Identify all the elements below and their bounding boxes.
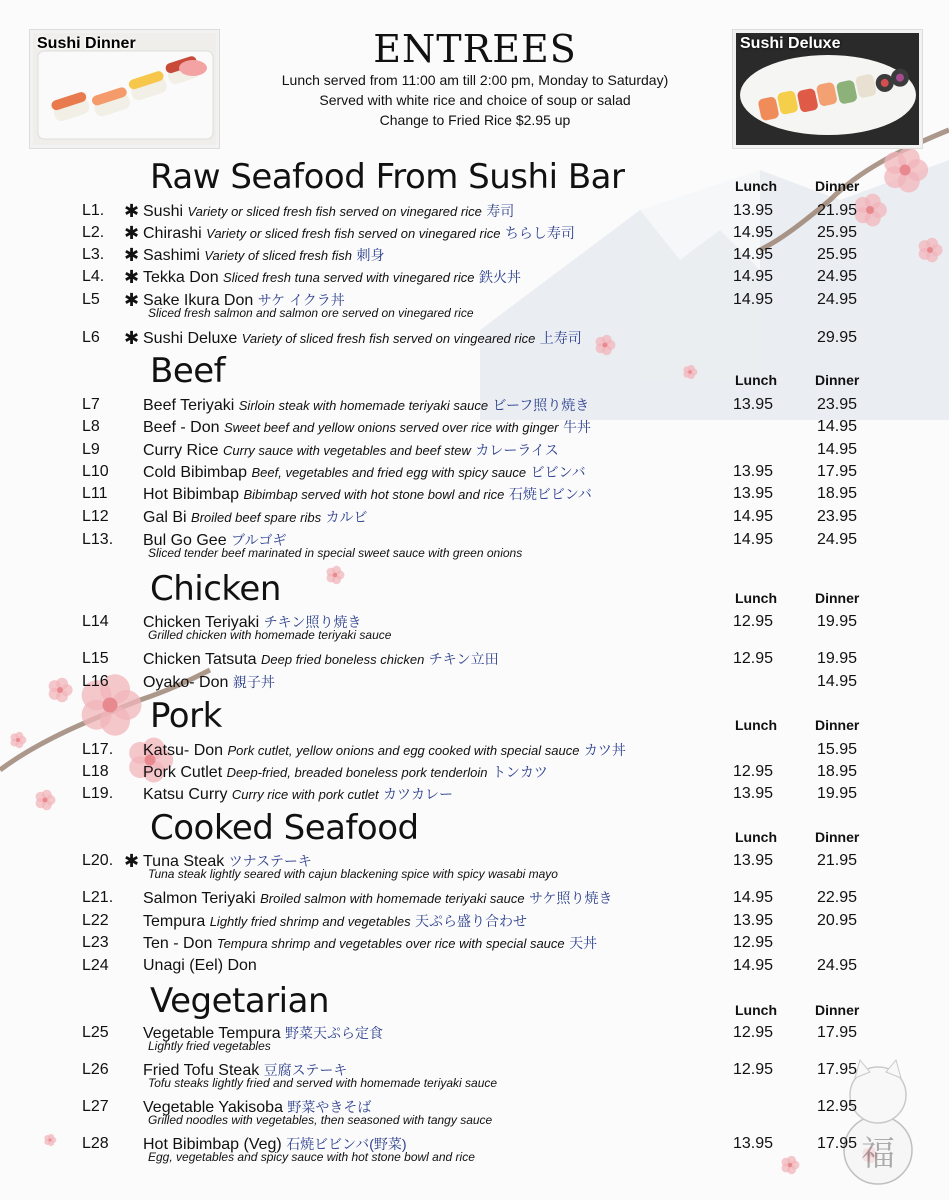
item-japanese-name: サケ照り焼き xyxy=(529,890,613,906)
item-code: L26 xyxy=(82,1061,109,1078)
item-code: L17. xyxy=(82,741,114,758)
menu-item xyxy=(0,932,949,954)
lunch-price: 13.95 xyxy=(733,912,774,929)
menu-item xyxy=(0,394,949,416)
item-name: Chicken Teriyaki xyxy=(143,614,260,631)
item-japanese-name: 鉄火丼 xyxy=(478,269,521,285)
svg-text:福: 福 xyxy=(861,1134,895,1174)
item-name: Chicken Tatsuta xyxy=(143,651,257,668)
item-code: L16 xyxy=(82,673,109,690)
item-name: Pork Cutlet xyxy=(143,764,223,781)
item-line xyxy=(143,671,275,694)
item-code: L27 xyxy=(82,1098,109,1115)
item-code: L7 xyxy=(82,396,100,413)
item-line xyxy=(143,244,384,267)
item-code: L28 xyxy=(82,1135,109,1152)
item-line xyxy=(143,648,499,671)
item-name: Beef - Don xyxy=(143,419,220,436)
lunch-price: 14.95 xyxy=(733,889,774,906)
raw-star-icon: ✱ xyxy=(124,328,140,348)
item-line xyxy=(143,483,592,506)
item-description: Variety of sliced fresh fish xyxy=(204,248,352,263)
item-line xyxy=(143,461,586,484)
item-code: L10 xyxy=(82,463,109,480)
item-description: Pork cutlet, yellow onions and egg cooked with special sauce xyxy=(227,743,580,758)
item-code: L15 xyxy=(82,650,109,667)
dinner-price: 18.95 xyxy=(817,763,858,780)
item-subdescription: Sliced fresh salmon and salmon ore served on vinegared rice xyxy=(148,306,474,320)
dinner-price: 21.95 xyxy=(817,202,858,219)
item-line xyxy=(143,955,257,977)
header-line: Lunch served from 11:00 am till 2:00 pm, Monday to Saturday) xyxy=(281,72,669,88)
dinner-price: 19.95 xyxy=(817,785,858,802)
dinner-price: 14.95 xyxy=(817,673,858,690)
dinner-price: 29.95 xyxy=(817,329,858,346)
item-code: L5 xyxy=(82,291,100,308)
item-japanese-name: ビーフ照り焼き xyxy=(492,397,590,413)
raw-star-icon: ✱ xyxy=(124,245,140,265)
dinner-column-header: Dinner xyxy=(815,372,860,388)
item-subdescription: Grilled chicken with homemade teriyaki sauce xyxy=(148,628,392,642)
menu-item xyxy=(0,648,949,670)
dinner-price: 25.95 xyxy=(817,224,858,241)
dinner-price: 20.95 xyxy=(817,912,858,929)
item-code: L12 xyxy=(82,508,109,525)
item-subdescription: Sliced tender beef marinated in special sweet sauce with green onions xyxy=(148,546,523,560)
item-description: Deep fried boneless chicken xyxy=(261,652,425,667)
item-description: Curry sauce with vegetables and beef stew xyxy=(223,443,471,458)
item-name: Vegetable Yakisoba xyxy=(143,1099,283,1116)
item-code: L4. xyxy=(82,268,105,285)
dinner-price: 24.95 xyxy=(817,291,858,308)
item-description: Variety or sliced fresh fish served on vinegared rice xyxy=(187,204,482,219)
menu-item xyxy=(0,506,949,528)
item-name: Katsu- Don xyxy=(143,742,224,759)
item-name: Fried Tofu Steak xyxy=(143,1062,260,1079)
item-name: Tempura xyxy=(143,913,206,930)
item-name: Hot Bibimbap (Veg) xyxy=(143,1136,282,1153)
item-japanese-name: 野菜天ぷら定食 xyxy=(285,1025,384,1041)
item-name: Cold Bibimbap xyxy=(143,464,248,481)
dinner-price: 12.95 xyxy=(817,1098,858,1115)
menu-item xyxy=(0,289,949,320)
item-japanese-name: 寿司 xyxy=(486,203,515,219)
item-japanese-name: ツナステーキ xyxy=(228,853,312,869)
lunch-column-header: Lunch xyxy=(735,590,777,606)
item-description: Variety or sliced fresh fish served on vinegared rice xyxy=(206,226,501,241)
item-code: L3. xyxy=(82,246,105,263)
item-japanese-name: 石焼ビビンバ(野菜) xyxy=(286,1136,407,1152)
item-subdescription: Tofu steaks lightly fried and served with homemade teriyaki sauce xyxy=(148,1076,498,1090)
item-japanese-name: 天丼 xyxy=(569,935,598,951)
item-name: Chirashi xyxy=(143,225,202,242)
raw-star-icon: ✱ xyxy=(124,851,140,871)
menu-item xyxy=(0,461,949,483)
item-subdescription: Egg, vegetables and spicy sauce with hot stone bowl and rice xyxy=(148,1150,475,1164)
lunch-price: 14.95 xyxy=(733,224,774,241)
item-description: Sweet beef and yellow onions served over rice with ginger xyxy=(223,420,559,435)
item-line xyxy=(143,222,575,245)
menu-item xyxy=(0,483,949,505)
item-code: L14 xyxy=(82,613,109,630)
item-code: L6 xyxy=(82,329,100,346)
item-japanese-name: 野菜やきそば xyxy=(287,1099,372,1115)
menu-item xyxy=(0,439,949,461)
menu-item xyxy=(0,671,949,693)
item-name: Sushi Deluxe xyxy=(143,330,238,347)
item-name: Gal Bi xyxy=(143,509,187,526)
menu-item xyxy=(0,910,949,932)
item-name: Vegetable Tempura xyxy=(143,1025,281,1042)
dinner-price: 24.95 xyxy=(817,268,858,285)
section-title: Vegetarian xyxy=(150,981,330,1021)
dinner-column-header: Dinner xyxy=(815,1002,860,1018)
item-japanese-name: カルビ xyxy=(325,509,368,525)
menu-item xyxy=(0,200,949,222)
dinner-price: 25.95 xyxy=(817,246,858,263)
item-subdescription: Lightly fried vegetables xyxy=(148,1039,271,1053)
menu-item xyxy=(0,1096,949,1127)
lunch-price: 14.95 xyxy=(733,508,774,525)
item-japanese-name: ビビンバ xyxy=(530,464,586,480)
lunch-price: 12.95 xyxy=(733,613,774,630)
lunch-column-header: Lunch xyxy=(735,178,777,194)
raw-star-icon: ✱ xyxy=(124,201,140,221)
item-japanese-name: チキン照り焼き xyxy=(263,614,362,630)
dinner-price: 17.95 xyxy=(817,1061,858,1078)
item-line xyxy=(143,439,559,462)
item-name: Curry Rice xyxy=(143,442,219,459)
dinner-price: 17.95 xyxy=(817,1024,858,1041)
lunch-price: 14.95 xyxy=(733,957,774,974)
item-line xyxy=(143,266,521,289)
item-line xyxy=(143,416,591,439)
item-name: Ten - Don xyxy=(143,935,213,952)
dinner-price: 14.95 xyxy=(817,441,858,458)
item-description: Sirloin steak with homemade teriyaki sauce xyxy=(238,398,489,413)
item-line xyxy=(143,200,514,223)
dinner-price: 19.95 xyxy=(817,613,858,630)
item-name: Sushi xyxy=(143,203,184,220)
menu-item xyxy=(0,327,949,349)
sushi-dinner-photo xyxy=(30,30,219,148)
lunch-price: 13.95 xyxy=(733,396,774,413)
dinner-price: 23.95 xyxy=(817,508,858,525)
menu-item xyxy=(0,529,949,560)
item-description: Sliced fresh tuna served with vinegared rice xyxy=(223,270,475,285)
menu-item xyxy=(0,266,949,288)
lunch-column-header: Lunch xyxy=(735,372,777,388)
dinner-price: 17.95 xyxy=(817,1135,858,1152)
dinner-price: 24.95 xyxy=(817,957,858,974)
section-title: Cooked Seafood xyxy=(150,808,419,848)
lunch-price: 12.95 xyxy=(733,763,774,780)
item-name: Katsu Curry xyxy=(143,786,228,803)
menu-item xyxy=(0,887,949,909)
item-code: L13. xyxy=(82,531,114,548)
lunch-price: 12.95 xyxy=(733,650,774,667)
dinner-price: 24.95 xyxy=(817,531,858,548)
item-japanese-name: チキン立田 xyxy=(428,651,499,667)
section-title: Beef xyxy=(150,351,226,391)
menu-item xyxy=(0,1022,949,1053)
item-japanese-name: ブルゴギ xyxy=(231,532,287,548)
lunch-price: 13.95 xyxy=(733,202,774,219)
dinner-column-header: Dinner xyxy=(815,590,860,606)
raw-star-icon: ✱ xyxy=(124,223,140,243)
item-code: L11 xyxy=(82,485,108,502)
item-description: Broiled salmon with homemade teriyaki sauce xyxy=(260,891,525,906)
section-title: Chicken xyxy=(150,569,281,609)
item-code: L9 xyxy=(82,441,100,458)
dinner-column-header: Dinner xyxy=(815,829,860,845)
item-code: L21. xyxy=(82,889,114,906)
item-japanese-name: ちらし寿司 xyxy=(504,225,575,241)
photo-caption: Sushi Deluxe xyxy=(740,35,841,52)
menu-item xyxy=(0,611,949,642)
raw-star-icon: ✱ xyxy=(124,290,140,310)
item-description: Bibimbap served with hot stone bowl and rice xyxy=(243,487,505,502)
lunch-price: 13.95 xyxy=(733,1135,774,1152)
page-title: ENTREES xyxy=(373,27,577,71)
raw-star-icon: ✱ xyxy=(124,267,140,287)
dinner-price: 18.95 xyxy=(817,485,858,502)
lunch-column-header: Lunch xyxy=(735,717,777,733)
item-code: L24 xyxy=(82,957,109,974)
dinner-price: 22.95 xyxy=(817,889,858,906)
item-name: Salmon Teriyaki xyxy=(143,890,256,907)
item-description: Tempura shrimp and vegetables over rice with special sauce xyxy=(216,936,565,951)
item-line xyxy=(143,327,582,350)
item-name: Tekka Don xyxy=(143,269,219,286)
lunch-price: 13.95 xyxy=(733,485,774,502)
item-line xyxy=(143,910,527,933)
item-subdescription: Grilled noodles with vegetables, then seasoned with tangy sauce xyxy=(148,1113,493,1127)
item-name: Sake Ikura Don xyxy=(143,292,254,309)
menu-item xyxy=(0,416,949,438)
item-line xyxy=(143,394,589,417)
item-name: Beef Teriyaki xyxy=(143,397,235,414)
lunch-price: 13.95 xyxy=(733,463,774,480)
item-japanese-name: トンカツ xyxy=(491,764,548,780)
menu-item xyxy=(0,222,949,244)
item-line xyxy=(143,739,626,762)
item-line xyxy=(143,887,612,910)
item-code: L2. xyxy=(82,224,105,241)
item-description: Variety of sliced fresh fish served on vingeared rice xyxy=(241,331,536,346)
item-name: Unagi (Eel) Don xyxy=(143,957,257,974)
menu-item xyxy=(0,1059,949,1090)
lunch-price: 12.95 xyxy=(733,934,774,951)
menu-item xyxy=(0,761,949,783)
item-japanese-name: 刺身 xyxy=(356,247,385,263)
item-description: Curry rice with pork cutlet xyxy=(231,787,379,802)
dinner-price: 17.95 xyxy=(817,463,858,480)
menu-item xyxy=(0,850,949,881)
menu-item xyxy=(0,1133,949,1164)
item-name: Tuna Steak xyxy=(143,853,225,870)
dinner-price: 21.95 xyxy=(817,852,858,869)
lunch-price: 12.95 xyxy=(733,1061,774,1078)
lunch-price: 13.95 xyxy=(733,852,774,869)
item-code: L8 xyxy=(82,418,100,435)
item-line xyxy=(143,506,368,529)
item-japanese-name: 上寿司 xyxy=(539,330,582,346)
item-code: L20. xyxy=(82,852,114,869)
item-name: Bul Go Gee xyxy=(143,532,227,549)
item-japanese-name: カツ丼 xyxy=(583,742,626,758)
item-description: Lightly fried shrimp and vegetables xyxy=(209,914,411,929)
item-code: L19. xyxy=(82,785,114,802)
item-japanese-name: 牛丼 xyxy=(562,419,591,435)
dinner-price: 14.95 xyxy=(817,418,858,435)
menu-item xyxy=(0,955,949,977)
lunch-price: 14.95 xyxy=(733,268,774,285)
menu-item xyxy=(0,783,949,805)
item-line xyxy=(143,783,453,806)
dinner-price: 15.95 xyxy=(817,741,858,758)
item-description: Deep-fried, breaded boneless pork tenderloin xyxy=(226,765,488,780)
lunch-price: 12.95 xyxy=(733,1024,774,1041)
item-code: L1. xyxy=(82,202,105,219)
item-japanese-name: 石焼ビビンバ xyxy=(508,486,592,502)
item-japanese-name: 親子丼 xyxy=(232,674,275,690)
item-code: L18 xyxy=(82,763,109,780)
lunch-price: 13.95 xyxy=(733,785,774,802)
dinner-column-header: Dinner xyxy=(815,717,860,733)
lunch-price: 14.95 xyxy=(733,246,774,263)
menu-item xyxy=(0,739,949,761)
dinner-price: 19.95 xyxy=(817,650,858,667)
lunch-column-header: Lunch xyxy=(735,1002,777,1018)
item-line xyxy=(143,932,597,955)
item-code: L23 xyxy=(82,934,109,951)
lunch-price: 14.95 xyxy=(733,291,774,308)
section-title: Raw Seafood From Sushi Bar xyxy=(150,157,625,197)
item-code: L25 xyxy=(82,1024,109,1041)
section-title: Pork xyxy=(150,696,222,736)
item-japanese-name: 豆腐ステーキ xyxy=(263,1062,348,1078)
header-line: Served with white rice and choice of soup or salad xyxy=(319,92,631,108)
item-code: L22 xyxy=(82,912,109,929)
item-subdescription: Tuna steak lightly seared with cajun blackening spice with spicy wasabi mayo xyxy=(148,867,558,881)
menu-header xyxy=(230,28,720,130)
item-japanese-name: 天ぷら盛り合わせ xyxy=(415,913,528,929)
item-japanese-name: サケ イクラ丼 xyxy=(257,292,345,308)
lunch-price: 14.95 xyxy=(733,531,774,548)
item-description: Broiled beef spare ribs xyxy=(191,510,322,525)
item-description: Beef, vegetables and fried egg with spicy sauce xyxy=(251,465,527,480)
item-name: Oyako- Don xyxy=(143,674,229,691)
item-line xyxy=(143,761,548,784)
menu-item xyxy=(0,244,949,266)
item-name: Hot Bibimbap xyxy=(143,486,240,503)
header-line: Change to Fried Rice $2.95 up xyxy=(379,112,571,128)
dinner-column-header: Dinner xyxy=(815,178,860,194)
lunch-column-header: Lunch xyxy=(735,829,777,845)
dinner-price: 23.95 xyxy=(817,396,858,413)
item-japanese-name: カツカレー xyxy=(383,786,454,802)
item-japanese-name: カレーライス xyxy=(475,442,559,458)
sushi-deluxe-photo xyxy=(733,30,922,148)
item-name: Sashimi xyxy=(143,247,200,264)
photo-caption: Sushi Dinner xyxy=(37,35,136,52)
